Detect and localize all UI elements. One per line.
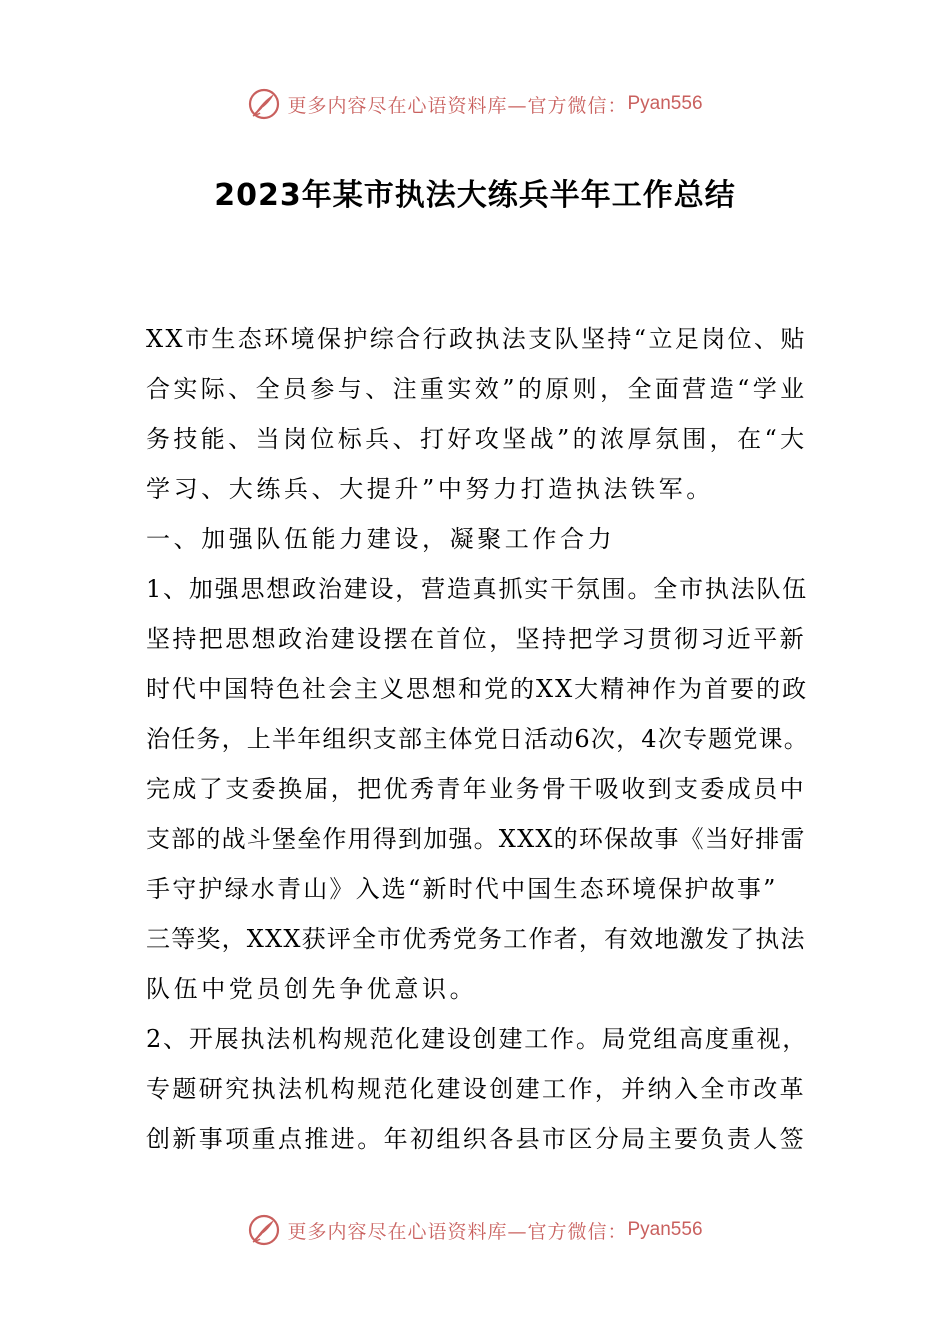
paragraph-line: 务技能、当岗位标兵、打好攻坚战”的浓厚氛围，在“大 bbox=[146, 425, 808, 453]
header-watermark bbox=[0, 86, 950, 122]
paragraph-line: 专题研究执法机构规范化建设创建工作，并纳入全市改革 bbox=[146, 1075, 806, 1103]
watermark-text: 更多内容尽在心语资料库—官方微信： bbox=[287, 94, 628, 117]
paragraph-line: 完成了支委换届，把优秀青年业务骨干吸收到支委成员中 bbox=[146, 775, 806, 803]
footer-watermark bbox=[0, 1212, 950, 1248]
paragraph-line: XX市生态环境保护综合行政执法支队坚持“立足岗位、贴 bbox=[146, 325, 807, 353]
quill-logo-icon bbox=[247, 87, 281, 121]
paragraph-line: 手守护绿水青山》入选“新时代中国生态环境保护故事” bbox=[146, 875, 778, 903]
paragraph-line: 2、开展执法机构规范化建设创建工作。局党组高度重视， bbox=[146, 1025, 809, 1053]
section-heading: 一、加强队伍能力建设，凝聚工作合力 bbox=[146, 525, 616, 553]
paragraph-line: 治任务，上半年组织支部主体党日活动6次，4次专题党课。 bbox=[146, 725, 809, 753]
paragraph-line: 支部的战斗堡垒作用得到加强。XXX的环保故事《当好排雷 bbox=[146, 825, 806, 853]
paragraph-line: 时代中国特色社会主义思想和党的XX大精神作为首要的政 bbox=[146, 675, 809, 703]
document-title: 2023年某市执法大练兵半年工作总结 bbox=[214, 178, 736, 213]
watermark-wechat-id: Pyan556 bbox=[627, 93, 703, 114]
quill-logo-icon bbox=[247, 1213, 281, 1247]
paragraph-line: 队伍中党员创先争优意识。 bbox=[146, 975, 478, 1003]
paragraph-line: 学习、大练兵、大提升”中努力打造执法铁军。 bbox=[146, 475, 714, 503]
paragraph-line: 坚持把思想政治建设摆在首位，坚持把学习贯彻习近平新 bbox=[146, 625, 806, 653]
paragraph-line: 创新事项重点推进。年初组织各县市区分局主要负责人签 bbox=[146, 1125, 806, 1153]
watermark-text: 更多内容尽在心语资料库—官方微信： bbox=[287, 1220, 628, 1243]
paragraph-line: 1、加强思想政治建设，营造真抓实干氛围。全市执法队伍 bbox=[146, 575, 809, 603]
paragraph-line: 三等奖，XXX获评全市优秀党务工作者，有效地激发了执法 bbox=[146, 925, 806, 953]
paragraph-line: 合实际、全员参与、注重实效”的原则，全面营造“学业 bbox=[146, 375, 808, 403]
watermark-wechat-id: Pyan556 bbox=[627, 1219, 703, 1240]
document-body bbox=[146, 314, 809, 1164]
